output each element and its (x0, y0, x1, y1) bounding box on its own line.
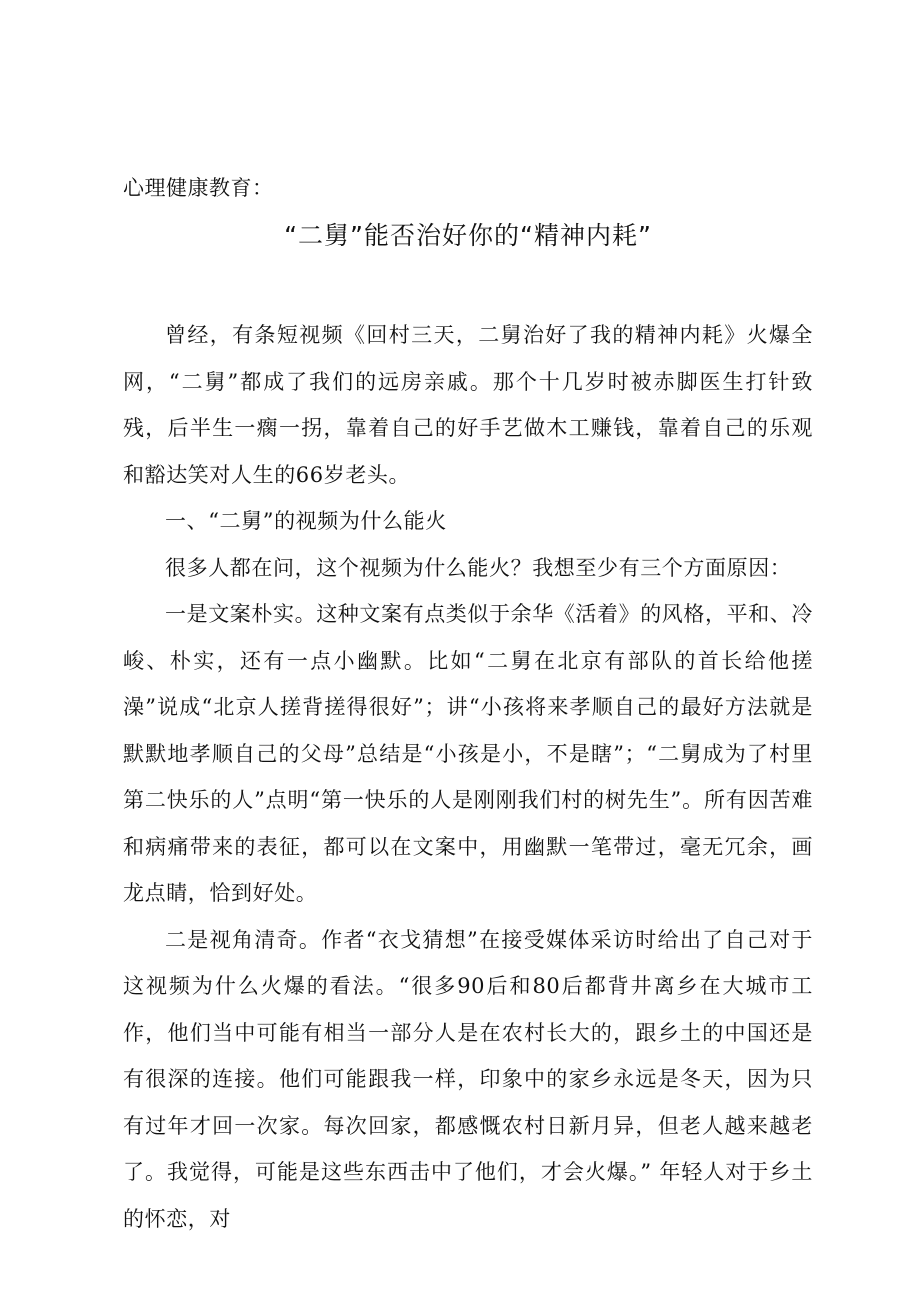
document-title: “二舅”能否治好你的“精神内耗” (284, 221, 652, 250)
paragraph-intro: 曾经，有条短视频《回村三天，二舅治好了我的精神内耗》火爆全网，“二舅”都成了我们的远房亲戚。那个十几岁时被赤脚医生打针致残，后半生一瘸一拐，靠着自己的好手艺做木工赚钱，靠着自己的乐观和豁达笑对人生的66岁老头。 (123, 323, 813, 487)
subject-label: 心理健康教育： (123, 176, 274, 200)
paragraph-reason-2: 二是视角清奇。作者“衣戈猜想”在接受媒体采访时给出了自己对于这视频为什么火爆的看法。“很多90后和80后都背井离乡在大城市工作，他们当中可能有相当一部分人是在农村长大的，跟乡土的中国还是有很深的连接。他们可能跟我一样，印象中的家乡永远是冬天，因为只有过年才回一次家。每次回家，都感慨农村日新月异，但老人越来越老了。我觉得，可能是这些东西击中了他们，才会火爆。” 年轻人对于乡土的怀恋，对 (123, 927, 813, 1231)
section-heading-1: 一、“二舅”的视频为什么能火 (165, 509, 447, 533)
document-body (123, 170, 813, 1242)
paragraph-question: 很多人都在问，这个视频为什么能火？我想至少有三个方面原因： (165, 555, 792, 580)
paragraph-reason-1: 一是文案朴实。这种文案有点类似于余华《活着》的风格，平和、冷峻、朴实，还有一点小幽默。比如“二舅在北京有部队的首长给他搓澡”说成“北京人搓背搓得很好”；讲“小孩将来孝顺自己的最好方法就是默默地孝顺自己的父母”总结是“小孩是小，不是瞎”；“二舅成为了村里第二快乐的人”点明“第一快乐的人是刚刚我们村的树先生”。所有因苦难和病痛带来的表征，都可以在文案中，用幽默一笔带过，毫无冗余，画龙点睛，恰到好处。 (123, 602, 813, 905)
article-text (123, 312, 813, 1242)
